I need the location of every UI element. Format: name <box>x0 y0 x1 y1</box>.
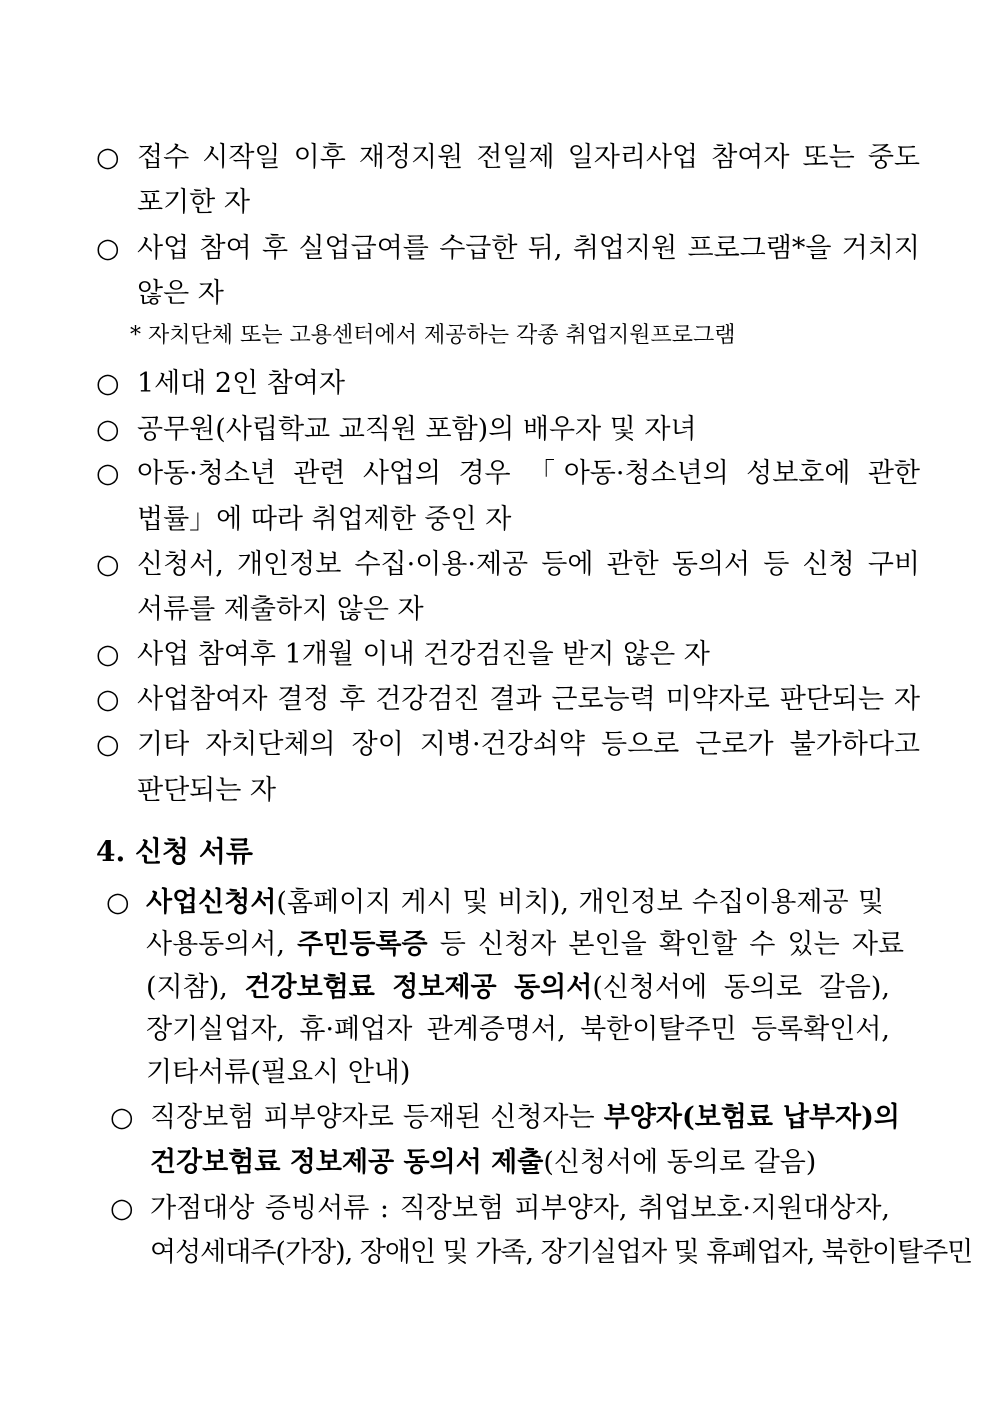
docs-item-line <box>146 974 890 1001</box>
text: (신청서에 동의로 갈음) <box>543 1147 817 1178</box>
text: (지참), <box>146 972 245 1003</box>
docs-item-line <box>146 889 884 916</box>
bullet-icon: ○ <box>96 368 120 399</box>
bullet-icon: ○ <box>96 639 120 670</box>
list-item-line: 법률」에 따라 취업제한 중인 자 <box>137 504 512 535</box>
list-item-line: 1세대 2인 참여자 <box>137 368 346 399</box>
text: (홈페이지 게시 및 비치), 개인정보 수집이용제공 및 <box>276 887 884 918</box>
text: 직장보험 피부양자로 등재된 신청자는 <box>150 1102 604 1133</box>
list-item-line: 사업 참여후 1개월 이내 건강검진을 받지 않은 자 <box>137 639 710 670</box>
bullet-icon: ○ <box>96 458 120 489</box>
list-item-line: 기타 자치단체의 장이 지병·건강쇠약 등으로 근로가 불가하다고 <box>137 729 920 760</box>
text: (신청서에 동의로 갈음), <box>592 972 890 1003</box>
bullet-icon: ○ <box>96 729 120 760</box>
bullet-icon: ○ <box>96 233 120 264</box>
list-item-line: 포기한 자 <box>137 187 250 218</box>
docs-item-line: 여성세대주(가장), 장애인 및 가족, 장기실업자 및 휴폐업자, 북한이탈주민 <box>150 1237 973 1268</box>
text: 사용동의서, <box>146 929 298 960</box>
footnote: * 자치단체 또는 고용센터에서 제공하는 각종 취업지원프로그램 <box>130 323 736 348</box>
bullet-icon: ○ <box>96 684 120 715</box>
list-item-line: 아동·청소년 관련 사업의 경우 「아동·청소년의 성보호에 관한 <box>137 458 920 489</box>
bullet-icon: ○ <box>96 549 120 580</box>
docs-item-line: 가점대상 증빙서류 : 직장보험 피부양자, 취업보호·지원대상자, <box>150 1193 890 1224</box>
docs-item-line: 장기실업자, 휴·폐업자 관계증명서, 북한이탈주민 등록확인서, <box>146 1014 890 1045</box>
list-item-line: 판단되는 자 <box>137 775 276 806</box>
docs-item-line <box>146 931 904 958</box>
bold-text: 건강보험료 정보제공 동의서 제출 <box>150 1147 544 1178</box>
bullet-icon: ○ <box>110 1102 134 1133</box>
bold-text: 건강보험료 정보제공 동의서 <box>244 972 593 1003</box>
list-item-line: 사업 참여 후 실업급여를 수급한 뒤, 취업지원 프로그램*을 거치지 <box>137 233 920 264</box>
list-item-line: 신청서, 개인정보 수집·이용·제공 등에 관한 동의서 등 신청 구비 <box>137 549 920 580</box>
list-item-line: 사업참여자 결정 후 건강검진 결과 근로능력 미약자로 판단되는 자 <box>137 684 920 715</box>
list-item-line: 않은 자 <box>137 278 224 309</box>
docs-item-line: 기타서류(필요시 안내) <box>146 1057 411 1088</box>
text: 등 신청자 본인을 확인할 수 있는 자료 <box>427 929 905 960</box>
list-item-line: 서류를 제출하지 않은 자 <box>137 594 424 625</box>
bullet-icon: ○ <box>96 142 120 173</box>
bold-text: 부양자(보험료 납부자)의 <box>603 1102 900 1133</box>
bold-text: 사업신청서 <box>146 887 277 918</box>
bullet-icon: ○ <box>96 414 120 445</box>
bullet-icon: ○ <box>106 887 130 918</box>
list-item-line: 접수 시작일 이후 재정지원 전일제 일자리사업 참여자 또는 중도 <box>137 142 920 173</box>
section-heading: 4. 신청 서류 <box>96 835 253 868</box>
bold-text: 주민등록증 <box>297 929 428 960</box>
docs-item-line <box>150 1104 900 1131</box>
bullet-icon: ○ <box>110 1193 134 1224</box>
docs-item-line <box>150 1149 816 1176</box>
list-item-line: 공무원(사립학교 교직원 포함)의 배우자 및 자녀 <box>137 414 697 445</box>
